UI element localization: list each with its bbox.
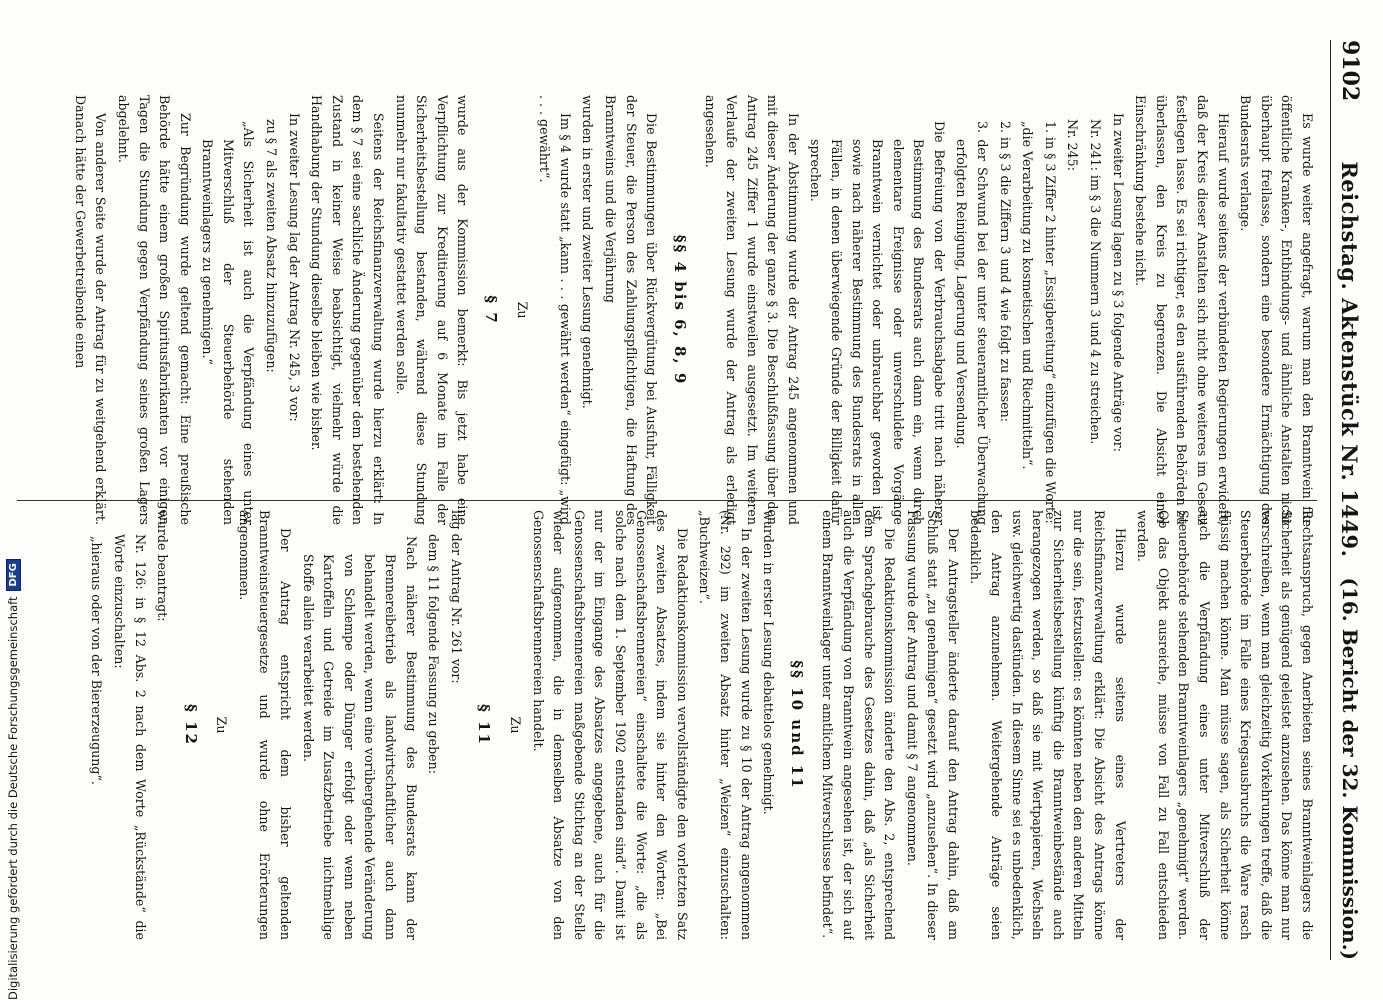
paragraph: Rechtsanspruch, gegen Anerbieten seines Branntweinlagers die Sicherheit als genügend geleistet anzusehen. Das könne man nur vorschreiben, wenn man gleichzeitig Vorkehrungen treffe, daß die Steuerbehörde im Falle eines Kriegsausbruchs die Ware rasch flüssig machen könne. Man müsse sagen, als Sicherheit könne auch die Verpfändung eines unter Mitverschluß der Steuerbehörde stehenden Branntweinlagers „genehmigt“ werden. Ob das Objekt ausreiche, müsse von Fall zu Fall entschieden werden.	[1135, 510, 1315, 940]
paragraph: wurde aus der Kommission bemerkt: Bis jetzt habe eine Verpflichtung zur Kreditierung auf 6 Monate im Falle der Sicherheitsbestellung bestanden, während diese Stundung nunmehr nur fakultativ gestattet werden solle.	[393, 95, 471, 525]
section-heading: § 12	[181, 704, 200, 746]
paragraph: Von anderer Seite wurde der Antrag für zu weitgehend erklärt. Danach hätte der Gewerbetreibende einen	[72, 95, 109, 525]
motion-subitem: 1. in § 3 Ziffer 2 hinter „Essigbereitung“ einzufügen die Worte:	[1042, 121, 1058, 524]
page-number: 9102	[1337, 40, 1363, 102]
paragraph: Die Bestimmungen über Rückvergütung bei Ausfuhr, Fälligkeit der Steuer, die Person des Zahlungspflichtigen, die Haftung des Branntweins und die Verjährung	[603, 95, 660, 525]
section-heading: §§ 4 bis 6, 8, 9	[670, 234, 689, 386]
motion-quote: 3. der Schwund bei der unter steueramtlicher Überwachung erfolgten Reinigung, Lagerung und Versendung.	[954, 121, 991, 525]
paragraph: In der zweiten Lesung wurde zu § 10 der Antrag angenommen (Nr. 292) im zweiten Absatz hinter „Weizen“ einzuschalten: „Buchweizen“.	[697, 510, 754, 940]
left-column	[7, 95, 1317, 525]
paragraph: lag der Antrag Nr. 261 vor:	[448, 510, 464, 684]
section-prefix: Zu	[214, 716, 230, 734]
motion-quote: „die Verarbeitung zu kosmetischen und Riechmitteln“.	[1020, 121, 1036, 470]
right-column	[7, 510, 1317, 940]
paragraph: wurden in erster und zweiter Lesung genehmigt.	[580, 95, 596, 409]
section-prefix: Zu	[508, 716, 524, 734]
motion-item: Nr. 126: in § 12 Abs. 2 nach dem Worte „Rückstände“ die Worte einzuschalten:	[111, 534, 148, 940]
digitization-credit: Digitalisierung gefördert durch die Deutsche Forschungsgemeinschaft	[6, 596, 20, 1000]
paragraph: wurde beantragt:	[155, 510, 171, 622]
paragraph: In der Abstimmung wurde der Antrag 245 angenommen und mit dieser Änderung der ganze § 3. Die Beschlußfassung über den Antrag 245 Ziffer 1 wurde einstweilen ausgesetzt. Im weiteren Verlaufe der zweiten Lesung wurde der Antrag als erledigt angesehen.	[703, 95, 801, 525]
motion-quote: „hieraus oder von der Biererzeugung“.	[89, 536, 105, 785]
paragraph: Es wurde weiter angefragt, warum man den Branntwein für öffentliche Kranken-, Entbindungs- und ähnliche Anstalten nicht überhaupt freilasse, sondern eine besondere Ermächtigung des Bundesrats verlange.	[1238, 95, 1315, 525]
digitization-credit-bar	[0, 0, 26, 1000]
motion-item: Nr. 241: im § 3 die Nummern 3 und 4 zu streichen.	[1088, 119, 1104, 445]
motion-item: dem § 11 folgende Fassung zu geben:	[426, 534, 442, 774]
paragraph: Der Antrag entspricht dem bisher geltenden Branntweinsteuergesetze und wurde ohne Erörterungen angenommen.	[236, 510, 294, 940]
paragraph: In zweiter Lesung lag der Antrag Nr. 245, 3 vor:	[286, 113, 302, 422]
paragraph: Seitens der Reichsfinanzverwaltung wurde hierzu erklärt: In dem § 7 sei eine sachliche Änderung gegenüber dem bestehenden Zustand in keiner Weise beabsichtigt, vielmehr würde die Handhabung der Stundung dieselbe bleiben wie bisher.	[309, 95, 387, 525]
section-prefix: Zu	[514, 301, 530, 319]
motion-quote: Nach näherer Bestimmung des Bundesrats kann der Brennereibetrieb als landwirtschaftlicher auch dann behandelt werden, wenn eine vorübergehende Veränderung von Schlempe oder Dünger erfolgt oder wenn neben Kartoffeln und Getreide im Zusatzbetriebe nichtmehlige Stoffe allein verarbeitet werden.	[300, 536, 419, 940]
motion-item: Nr. 245:	[1065, 119, 1081, 171]
page-subtitle: (16. Bericht der 32. Kommission.)	[1338, 577, 1362, 960]
paragraph: Hierauf wurde seitens der verbündeten Regierungen erwidert, daß der Kreis dieser Anstalten sich nicht ohne weiteres im Gesetz festlegen lasse. Es sei richtiger, es den ausführenden Behörden zu überlassen, den Kreis zu begrenzen. Die Absicht einer Einschränkung bestehe nicht.	[1133, 95, 1231, 525]
paragraph: In zweiter Lesung lagen zu § 3 folgende Anträge vor:	[1110, 113, 1126, 453]
page-title: Reichstag. Aktenstück Nr. 1449.	[1337, 161, 1363, 558]
paragraph: wurden in erster Lesung debattelos genehmigt.	[761, 510, 777, 815]
paragraph: Zur Begründung wurde geltend gemacht: Eine preußische Behörde hätte einem großen Spiritusfabrikanten vor einigen Tagen die Stundung gegen Verpfändung seines großen Lagers abgelehnt.	[115, 95, 193, 525]
page-header	[1330, 40, 1369, 960]
paragraph: Hierzu wurde seitens eines Vertreters der Reichsfinanzverwaltung erklärt: Die Absicht des Antrags könne nur die sein, festzustellen: es könnten neben den anderen Mitteln zur Sicherheitsbestellung künftig die Branntweinbestände auch herangezogen werden, so daß sie mit Wertpapieren, Wechseln usw. gleichwertig dastünden. In diesem Sinne sei es unbedenklich, den Antrag anzunehmen. Weitergehende Anträge seien bedenklich.	[968, 510, 1128, 940]
paragraph: Der Antragsteller änderte darauf den Antrag dahin, daß am Schluß statt „zu genehmigen“ gesetzt wird „anzusehen“. In dieser Fassung wurde der Antrag und damit § 7 angenommen.	[904, 510, 961, 940]
section-heading: § 11	[475, 704, 494, 746]
motion-quote: „Als Sicherheit ist auch die Verpfändung eines unter Mitverschluß der Steuerbehörde stehenden Branntweinlagers zu genehmigen.“	[200, 121, 257, 525]
dfg-logo: DFG	[6, 559, 21, 590]
motion-subitem: 2. in § 3 die Ziffern 3 und 4 wie folgt zu fassen:	[997, 121, 1013, 422]
section-heading: §§ 10 und 11	[787, 660, 806, 790]
motion-item: zu § 7 als zweiten Absatz hinzuzufügen:	[264, 119, 280, 373]
paragraph: Die Redaktionskommission vervollständigte den vorletzten Satz des zweiten Absatzes, indem sie hinter den Worten: „Bei Genossenschaftsbrennereien“ einschaltete die Worte: „die als solche nach dem 1. September 1902 entstanden sind“. Damit ist nur der im Eingange des Absatzes angegebene, auch für die Genossenschaftsbrennereien maßgebende Stichtag an der Stelle wieder aufgenommen, die in demselben Absatze von den Genossenschaftsbrennereien handelt.	[530, 510, 690, 940]
paragraph: Im § 4 wurde statt „kann . . . gewährt werden“ eingefügt: „wird . . . gewährt“.	[537, 95, 573, 525]
motion-quote: Die Befreiung von der Verbrauchsabgabe tritt nach näherer Bestimmung des Bundesrats auch dann ein, wenn durch elementare Ereignisse oder unverschuldete Vorgänge Branntwein vernichtet oder unbrauchbar geworden ist, sowie nach näherer Bestimmung des Bundesrats in allen Fällen, in denen überwiegende Gründe der Billigkeit dafür sprechen.	[808, 121, 947, 525]
section-heading: § 7	[482, 295, 501, 325]
paragraph: Die Redaktionskommission änderte den Abs. 2, entsprechend dem Sprachgebrauche des Gesetzes dahin, daß „als Sicherheit auch die Verpfändung von Branntwein angesehen ist, der sich auf einem Branntweinlager unter amtlichem Mitverschlusse befindet“.	[820, 510, 898, 940]
